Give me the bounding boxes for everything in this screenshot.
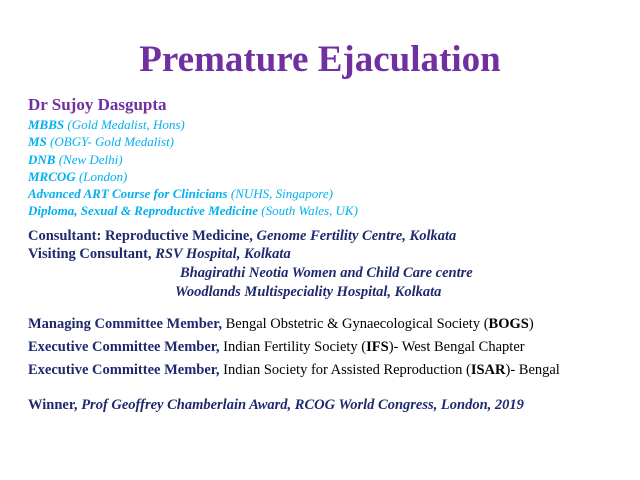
qualification-item: MS (OBGY- Gold Medalist) <box>28 134 175 150</box>
qualification-item: MBBS (Gold Medalist, Hons) <box>28 117 185 132</box>
qualification-item: Advanced ART Course for Clinicians (NUHS, Singapore) <box>28 186 333 202</box>
author-name: Dr Sujoy Dasgupta <box>28 95 167 114</box>
slide-title: Premature Ejaculation <box>139 39 501 80</box>
qualification-item: DNB (New Delhi) <box>28 151 123 167</box>
membership-line: Executive Committee Member, Indian Fertility Society (IFS)- West Bengal Chapter <box>28 339 525 355</box>
qualification-item: MRCOG (London) <box>28 168 128 184</box>
qualifications-list <box>28 116 358 220</box>
visiting-consultant-line: Visiting Consultant, RSV Hospital, Kolkata <box>28 246 291 262</box>
qualification-item: Diploma, Sexual & Reproductive Medicine (South Wales, UK) <box>28 203 358 219</box>
award-line: Winner, Prof Geoffrey Chamberlain Award, RCOG World Congress, London, 2019 <box>28 397 524 413</box>
visiting-place-line: Bhagirathi Neotia Women and Child Care centre <box>180 265 473 281</box>
membership-line: Managing Committee Member, Bengal Obstetric & Gynaecological Society (BOGS) <box>28 316 534 332</box>
membership-line: Executive Committee Member, Indian Society for Assisted Reproduction (ISAR)- Bengal <box>28 362 560 378</box>
visiting-place-line: Woodlands Multispeciality Hospital, Kolkata <box>175 284 442 300</box>
consultant-line: Consultant: Reproductive Medicine, Genome Fertility Centre, Kolkata <box>28 228 457 244</box>
